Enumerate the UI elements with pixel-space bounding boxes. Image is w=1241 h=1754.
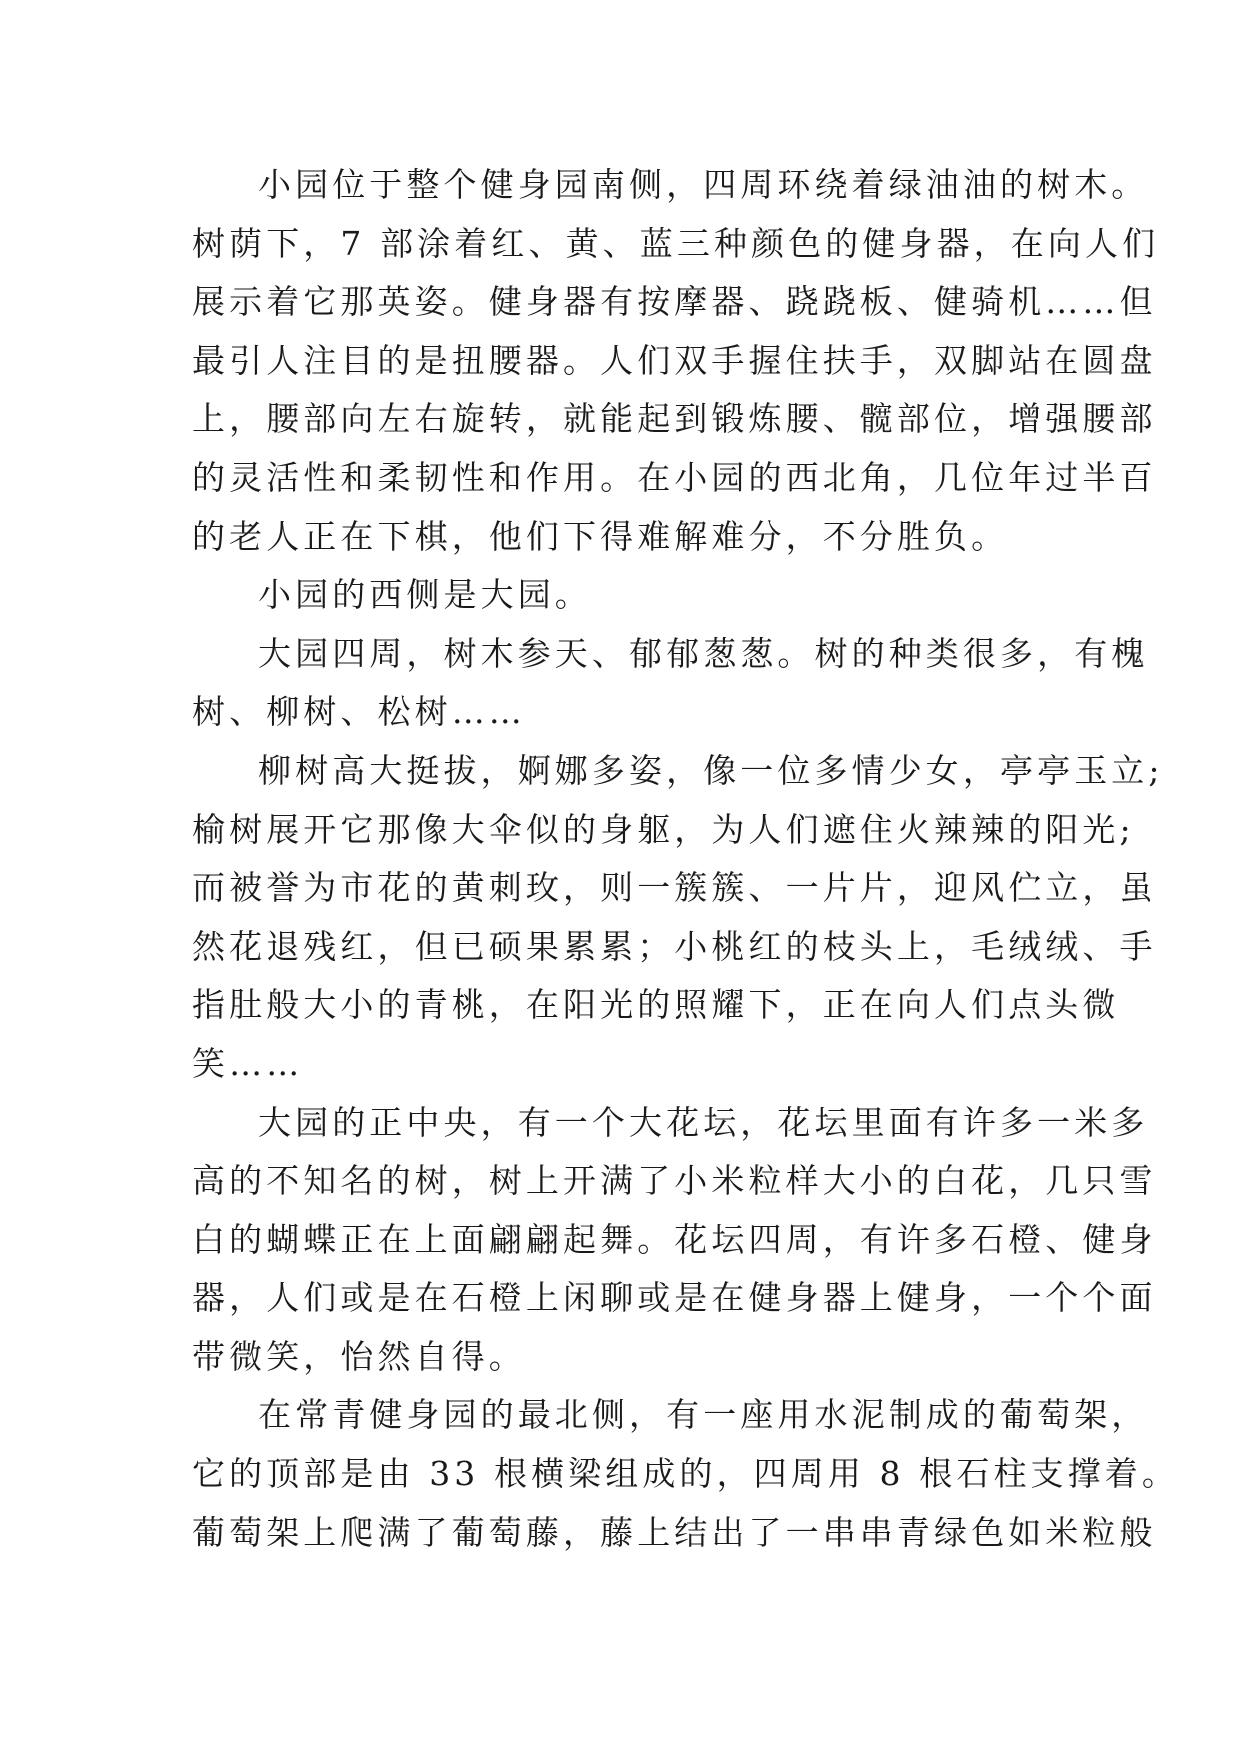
text-line: 上，腰部向左右旋转，就能起到锻炼腰、髋部位，增强腰部 — [192, 399, 1157, 439]
text-line: 展示着它那英姿。健身器有按摩器、跷跷板、健骑机……但 — [192, 282, 1157, 322]
document-body — [192, 156, 1179, 1562]
paragraph-2 — [192, 566, 1072, 625]
paragraph-1 — [192, 156, 1160, 566]
text-line: 榆树展开它那像大伞似的身躯，为人们遮住火辣辣的阳光; — [192, 809, 1135, 849]
text-line: 的灵活性和柔韧性和作用。在小园的西北角，几位年过半百 — [192, 457, 1157, 497]
text-line: 在常青健身园的最北侧，有一座用水泥制成的葡萄架， — [258, 1395, 1149, 1435]
text-line: 指肚般大小的青桃，在阳光的照耀下，正在向人们点头微 — [192, 985, 1120, 1025]
paragraph-4 — [192, 742, 1164, 1094]
text-line: 大园的正中央，有一个大花坛，花坛里面有许多一米多 — [258, 1102, 1149, 1142]
text-line: 带微笑，怡然自得。 — [192, 1336, 526, 1376]
text-line: 小园的西侧是大园。 — [258, 575, 592, 615]
text-line: 最引人注目的是扭腰器。人们双手握住扶手，双脚站在圆盘 — [192, 340, 1157, 380]
text-line: 大园四周，树木参天、郁郁葱葱。树的种类很多，有槐 — [258, 633, 1149, 673]
text-line: 葡萄架上爬满了葡萄藤，藤上结出了一串串青绿色如米粒般 — [192, 1512, 1157, 1552]
text-line: 树、柳树、松树…… — [192, 692, 526, 732]
paragraph-3 — [192, 625, 1149, 742]
paragraph-6 — [192, 1386, 1179, 1562]
text-line: 然花退残红，但已硕果累累；小桃红的枝头上，毛绒绒、手 — [192, 926, 1157, 966]
text-line: 器，人们或是在石橙上闲聊或是在健身器上健身，一个个面 — [192, 1278, 1157, 1318]
text-line: 树荫下，7 部涂着红、黄、蓝三种颜色的健身器，在向人们 — [192, 223, 1160, 263]
text-line: 白的蝴蝶正在上面翩翩起舞。花坛四周，有许多石橙、健身 — [192, 1219, 1157, 1259]
text-line: 它的顶部是由 33 根横梁组成的，四周用 8 根石柱支撑着。 — [192, 1454, 1179, 1494]
text-line: 的老人正在下棋，他们下得难解难分，不分胜负。 — [192, 516, 1009, 556]
text-line: 而被誉为市花的黄刺玫，则一簇簇、一片片，迎风伫立，虽 — [192, 868, 1157, 908]
paragraph-5 — [192, 1094, 1157, 1387]
text-line: 笑…… — [192, 1043, 304, 1083]
text-line: 小园位于整个健身园南侧，四周环绕着绿油油的树木。 — [258, 165, 1149, 204]
text-line: 柳树高大挺拔，婀娜多姿，像一位多情少女，亭亭玉立; — [258, 750, 1164, 790]
text-line: 高的不知名的树，树上开满了小米粒样大小的白花，几只雪 — [192, 1161, 1157, 1201]
